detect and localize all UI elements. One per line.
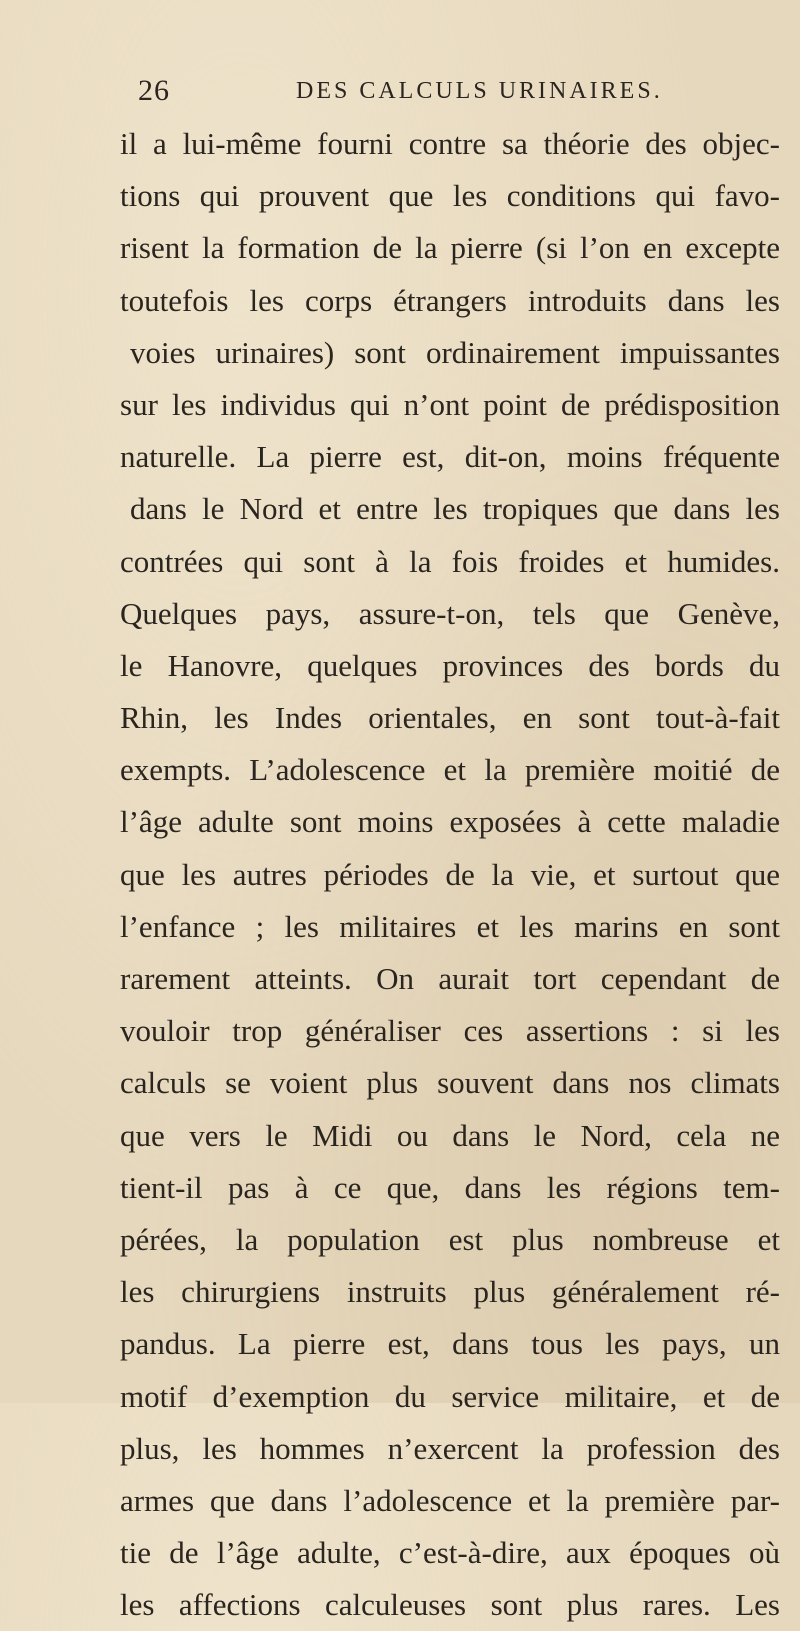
body-text [120, 118, 780, 1631]
text-line: sur les individus qui n’ont point de prédisposition [120, 386, 780, 422]
text-line: Quelques pays, assure-t-on, tels que Genève, [120, 595, 780, 631]
text-line: tient-il pas à ce que, dans les régions tem- [120, 1169, 780, 1205]
text-line: tions qui prouvent que les conditions qui favo- [120, 178, 780, 214]
text-line: tie de l’âge adulte, c’est-à-dire, aux époques où [120, 1535, 780, 1571]
text-line: les affections calculeuses sont plus rares. Les [120, 1587, 780, 1623]
text-line: exempts. L’adolescence et la première moitié de [120, 752, 780, 788]
text-line: il a lui-même fourni contre sa théorie des objec- [120, 126, 780, 161]
text-line: contrées qui sont à la fois froides et humides. [120, 543, 780, 579]
page-number: 26 [138, 74, 170, 107]
text-line: vouloir trop généraliser ces assertions : si les [120, 1013, 780, 1049]
text-line: dans le Nord et entre les tropiques que dans les [130, 491, 780, 527]
text-line: naturelle. La pierre est, dit-on, moins fréquente [120, 439, 780, 475]
text-line: que les autres périodes de la vie, et surtout que [120, 856, 780, 892]
running-head [138, 74, 778, 114]
text-line: toutefois les corps étrangers introduits dans les [120, 282, 780, 318]
text-line: risent la formation de la pierre (si l’on en excepte [120, 230, 780, 266]
text-line: armes que dans l’adolescence et la première par- [120, 1482, 780, 1518]
text-line: motif d’exemption du service militaire, et de [120, 1378, 780, 1414]
text-line: le Hanovre, quelques provinces des bords du [120, 647, 780, 683]
text-line: l’enfance ; les militaires et les marins en sont [120, 908, 780, 944]
running-title: DES CALCULS URINAIRES. [296, 78, 663, 104]
text-line: que vers le Midi ou dans le Nord, cela ne [120, 1117, 780, 1153]
text-line: calculs se voient plus souvent dans nos climats [120, 1065, 780, 1101]
text-line: l’âge adulte sont moins exposées à cette maladie [120, 804, 780, 840]
text-line: voies urinaires) sont ordinairement impuissantes [130, 334, 780, 370]
text-line: pandus. La pierre est, dans tous les pays, un [120, 1326, 780, 1362]
text-line: plus, les hommes n’exercent la profession des [120, 1430, 780, 1466]
text-line: rarement atteints. On aurait tort cependant de [120, 961, 780, 996]
text-line: pérées, la population est plus nombreuse et [120, 1221, 780, 1257]
text-line: Rhin, les Indes orientales, en sont tout-à-fait [120, 700, 780, 736]
text-line: les chirurgiens instruits plus généralement ré- [120, 1274, 780, 1310]
